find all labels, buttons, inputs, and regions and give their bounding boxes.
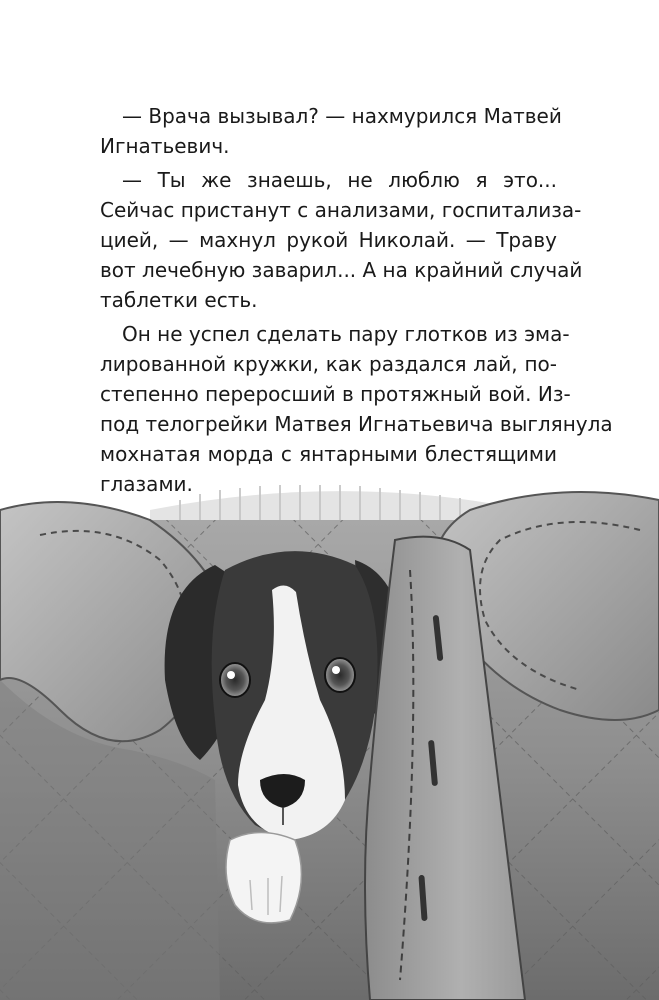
text-line: Сейчас пристанут с анализами, госпитализа- bbox=[100, 198, 582, 222]
paragraph bbox=[100, 165, 583, 315]
text-line: под телогрейки Матвея Игнатьевича выглянула bbox=[100, 412, 613, 436]
text-line: лированной кружки, как раздался лай, по- bbox=[100, 352, 557, 376]
text-line: цией, — махнул рукой Николай. — Траву bbox=[100, 228, 557, 252]
paragraph bbox=[100, 319, 613, 499]
paragraph bbox=[100, 101, 562, 161]
text-line: глазами. bbox=[100, 472, 193, 496]
text-line: вот лечебную заварил... А на крайний случай bbox=[100, 258, 583, 282]
story-text bbox=[100, 101, 613, 499]
text-line: Он не успел сделать пару глотков из эма- bbox=[122, 322, 570, 346]
text-line: мохнатая морда с янтарными блестящими bbox=[100, 442, 557, 466]
text-line: — Врача вызывал? — нахмурился Матвей bbox=[122, 104, 562, 128]
text-line: Игнатьевич. bbox=[100, 134, 230, 158]
text-line: — Ты же знаешь, не люблю я это... bbox=[122, 168, 557, 192]
puppy-illustration bbox=[0, 480, 659, 1000]
text-line: таблетки есть. bbox=[100, 288, 258, 312]
text-line: степенно переросший в протяжный вой. Из- bbox=[100, 382, 571, 406]
